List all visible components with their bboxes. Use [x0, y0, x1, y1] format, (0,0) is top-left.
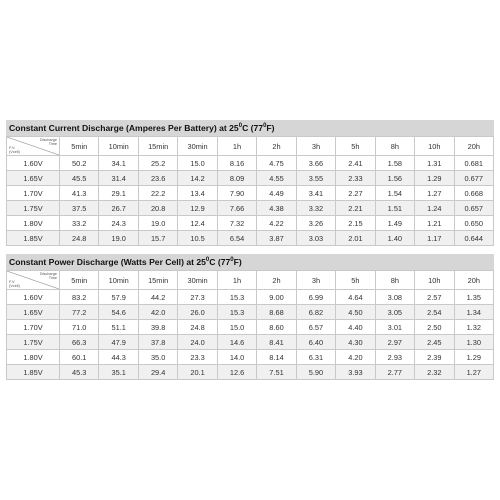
value-cell: 1.30 — [454, 335, 493, 350]
column-header: 30min — [178, 271, 217, 290]
value-cell: 1.24 — [415, 201, 454, 216]
power-discharge-section — [6, 254, 494, 380]
final-voltage-label — [9, 280, 20, 288]
value-cell: 37.5 — [60, 201, 99, 216]
final-voltage-cell: 1.60V — [7, 290, 60, 305]
value-cell: 24.8 — [60, 231, 99, 246]
value-cell: 57.9 — [99, 290, 138, 305]
fv-label: F.V. — [9, 280, 16, 284]
value-cell: 14.2 — [178, 171, 217, 186]
table-row — [7, 335, 494, 350]
table-row — [7, 320, 494, 335]
value-cell: 3.08 — [375, 290, 414, 305]
discharge-time-label — [40, 138, 57, 146]
value-cell: 7.32 — [217, 216, 256, 231]
value-cell: 1.58 — [375, 156, 414, 171]
table-row — [7, 290, 494, 305]
value-cell: 60.1 — [60, 350, 99, 365]
value-cell: 20.8 — [138, 201, 177, 216]
value-cell: 7.90 — [217, 186, 256, 201]
column-header: 5h — [336, 137, 375, 156]
value-cell: 4.20 — [336, 350, 375, 365]
current-discharge-section — [6, 120, 494, 246]
value-cell: 20.1 — [178, 365, 217, 380]
value-cell: 1.29 — [454, 350, 493, 365]
value-cell: 26.7 — [99, 201, 138, 216]
value-cell: 5.90 — [296, 365, 335, 380]
value-cell: 15.0 — [178, 156, 217, 171]
value-cell: 24.8 — [178, 320, 217, 335]
vcell-label: (Vcell) — [9, 150, 20, 154]
value-cell: 10.5 — [178, 231, 217, 246]
value-cell: 14.6 — [217, 335, 256, 350]
current-discharge-table — [6, 136, 494, 246]
value-cell: 1.56 — [375, 171, 414, 186]
value-cell: 47.9 — [99, 335, 138, 350]
value-cell: 24.3 — [99, 216, 138, 231]
value-cell: 14.0 — [217, 350, 256, 365]
column-header: 1h — [217, 137, 256, 156]
value-cell: 1.29 — [415, 171, 454, 186]
table-row — [7, 186, 494, 201]
value-cell: 2.77 — [375, 365, 414, 380]
final-voltage-cell: 1.75V — [7, 201, 60, 216]
value-cell: 37.8 — [138, 335, 177, 350]
value-cell: 27.3 — [178, 290, 217, 305]
column-header: 10h — [415, 271, 454, 290]
value-cell: 8.68 — [257, 305, 296, 320]
value-cell: 6.31 — [296, 350, 335, 365]
value-cell: 3.03 — [296, 231, 335, 246]
value-cell: 31.4 — [99, 171, 138, 186]
table-row — [7, 305, 494, 320]
column-header: 5h — [336, 271, 375, 290]
value-cell: 23.6 — [138, 171, 177, 186]
value-cell: 12.9 — [178, 201, 217, 216]
value-cell: 1.31 — [415, 156, 454, 171]
value-cell: 12.6 — [217, 365, 256, 380]
value-cell: 3.41 — [296, 186, 335, 201]
value-cell: 44.2 — [138, 290, 177, 305]
column-header: 15min — [138, 271, 177, 290]
value-cell: 1.21 — [415, 216, 454, 231]
header-row — [7, 137, 494, 156]
value-cell: 4.64 — [336, 290, 375, 305]
column-header: 15min — [138, 137, 177, 156]
value-cell: 2.01 — [336, 231, 375, 246]
value-cell: 1.54 — [375, 186, 414, 201]
value-cell: 29.4 — [138, 365, 177, 380]
column-header: 2h — [257, 271, 296, 290]
column-header: 20h — [454, 271, 493, 290]
final-voltage-cell: 1.65V — [7, 305, 60, 320]
value-cell: 2.54 — [415, 305, 454, 320]
column-header: 10min — [99, 271, 138, 290]
column-header: 20h — [454, 137, 493, 156]
value-cell: 45.5 — [60, 171, 99, 186]
value-cell: 29.1 — [99, 186, 138, 201]
value-cell: 23.3 — [178, 350, 217, 365]
value-cell: 1.27 — [415, 186, 454, 201]
value-cell: 50.2 — [60, 156, 99, 171]
value-cell: 77.2 — [60, 305, 99, 320]
current-discharge-title: Constant Current Discharge (Amperes Per Battery) at $25^0C$ $(77^0F)$ — [6, 120, 494, 136]
value-cell: 1.17 — [415, 231, 454, 246]
value-cell: 4.22 — [257, 216, 296, 231]
value-cell: 8.16 — [217, 156, 256, 171]
value-cell: 33.2 — [60, 216, 99, 231]
value-cell: 25.2 — [138, 156, 177, 171]
value-cell: 13.4 — [178, 186, 217, 201]
value-cell: 54.6 — [99, 305, 138, 320]
value-cell: 7.51 — [257, 365, 296, 380]
final-voltage-cell: 1.60V — [7, 156, 60, 171]
value-cell: 22.2 — [138, 186, 177, 201]
table-row — [7, 231, 494, 246]
discharge-label: Discharge — [39, 138, 57, 142]
value-cell: 6.57 — [296, 320, 335, 335]
value-cell: 2.41 — [336, 156, 375, 171]
value-cell: 1.49 — [375, 216, 414, 231]
column-header: 5min — [60, 137, 99, 156]
value-cell: 4.55 — [257, 171, 296, 186]
value-cell: 15.3 — [217, 290, 256, 305]
value-cell: 12.4 — [178, 216, 217, 231]
time-label: Time — [48, 142, 57, 146]
final-voltage-cell: 1.80V — [7, 216, 60, 231]
value-cell: 0.657 — [454, 201, 493, 216]
value-cell: 0.650 — [454, 216, 493, 231]
table-row — [7, 171, 494, 186]
value-cell: 2.50 — [415, 320, 454, 335]
value-cell: 8.14 — [257, 350, 296, 365]
value-cell: 3.26 — [296, 216, 335, 231]
final-voltage-label — [9, 146, 20, 154]
value-cell: 2.57 — [415, 290, 454, 305]
value-cell: 8.60 — [257, 320, 296, 335]
final-voltage-cell: 1.65V — [7, 171, 60, 186]
value-cell: 19.0 — [99, 231, 138, 246]
value-cell: 3.32 — [296, 201, 335, 216]
final-voltage-cell: 1.75V — [7, 335, 60, 350]
value-cell: 4.38 — [257, 201, 296, 216]
value-cell: 6.82 — [296, 305, 335, 320]
final-voltage-cell: 1.80V — [7, 350, 60, 365]
value-cell: 15.3 — [217, 305, 256, 320]
column-header: 8h — [375, 137, 414, 156]
value-cell: 2.39 — [415, 350, 454, 365]
value-cell: 26.0 — [178, 305, 217, 320]
table-row — [7, 201, 494, 216]
value-cell: 0.644 — [454, 231, 493, 246]
value-cell: 0.681 — [454, 156, 493, 171]
value-cell: 45.3 — [60, 365, 99, 380]
value-cell: 4.50 — [336, 305, 375, 320]
time-label: Time — [48, 276, 57, 280]
value-cell: 42.0 — [138, 305, 177, 320]
value-cell: 1.34 — [454, 305, 493, 320]
value-cell: 44.3 — [99, 350, 138, 365]
final-voltage-cell: 1.70V — [7, 186, 60, 201]
value-cell: 2.15 — [336, 216, 375, 231]
column-header: 5min — [60, 271, 99, 290]
value-cell: 2.27 — [336, 186, 375, 201]
column-header: 3h — [296, 271, 335, 290]
value-cell: 71.0 — [60, 320, 99, 335]
value-cell: 19.0 — [138, 216, 177, 231]
value-cell: 6.40 — [296, 335, 335, 350]
value-cell: 6.99 — [296, 290, 335, 305]
value-cell: 1.32 — [454, 320, 493, 335]
value-cell: 3.01 — [375, 320, 414, 335]
final-voltage-cell: 1.70V — [7, 320, 60, 335]
value-cell: 41.3 — [60, 186, 99, 201]
value-cell: 2.45 — [415, 335, 454, 350]
corner-header-cell — [7, 137, 60, 156]
final-voltage-cell: 1.85V — [7, 231, 60, 246]
value-cell: 2.33 — [336, 171, 375, 186]
value-cell: 4.49 — [257, 186, 296, 201]
value-cell: 51.1 — [99, 320, 138, 335]
value-cell: 4.40 — [336, 320, 375, 335]
value-cell: 8.41 — [257, 335, 296, 350]
power-discharge-title: Constant Power Discharge (Watts Per Cell) at $25^0C$ $(77^0F)$ — [6, 254, 494, 270]
value-cell: 2.93 — [375, 350, 414, 365]
value-cell: 15.0 — [217, 320, 256, 335]
value-cell: 1.40 — [375, 231, 414, 246]
value-cell: 0.677 — [454, 171, 493, 186]
value-cell: 66.3 — [60, 335, 99, 350]
corner-header-cell — [7, 271, 60, 290]
final-voltage-cell: 1.85V — [7, 365, 60, 380]
value-cell: 7.66 — [217, 201, 256, 216]
value-cell: 34.1 — [99, 156, 138, 171]
value-cell: 24.0 — [178, 335, 217, 350]
value-cell: 2.97 — [375, 335, 414, 350]
column-header: 10h — [415, 137, 454, 156]
value-cell: 0.668 — [454, 186, 493, 201]
value-cell: 1.27 — [454, 365, 493, 380]
fv-label: F.V. — [9, 146, 16, 150]
value-cell: 3.87 — [257, 231, 296, 246]
column-header: 8h — [375, 271, 414, 290]
column-header: 1h — [217, 271, 256, 290]
column-header: 2h — [257, 137, 296, 156]
value-cell: 35.0 — [138, 350, 177, 365]
value-cell: 83.2 — [60, 290, 99, 305]
value-cell: 39.8 — [138, 320, 177, 335]
header-row — [7, 271, 494, 290]
value-cell: 2.21 — [336, 201, 375, 216]
value-cell: 8.09 — [217, 171, 256, 186]
value-cell: 4.75 — [257, 156, 296, 171]
vcell-label: (Vcell) — [9, 284, 20, 288]
value-cell: 3.55 — [296, 171, 335, 186]
discharge-label: Discharge — [39, 272, 57, 276]
table-row — [7, 156, 494, 171]
value-cell: 1.51 — [375, 201, 414, 216]
value-cell: 9.00 — [257, 290, 296, 305]
value-cell: 15.7 — [138, 231, 177, 246]
value-cell: 2.32 — [415, 365, 454, 380]
value-cell: 35.1 — [99, 365, 138, 380]
table-row — [7, 350, 494, 365]
table-row — [7, 365, 494, 380]
value-cell: 1.35 — [454, 290, 493, 305]
table-row — [7, 216, 494, 231]
value-cell: 3.05 — [375, 305, 414, 320]
column-header: 10min — [99, 137, 138, 156]
column-header: 30min — [178, 137, 217, 156]
value-cell: 3.66 — [296, 156, 335, 171]
value-cell: 4.30 — [336, 335, 375, 350]
value-cell: 3.93 — [336, 365, 375, 380]
column-header: 3h — [296, 137, 335, 156]
power-discharge-table — [6, 270, 494, 380]
value-cell: 6.54 — [217, 231, 256, 246]
discharge-time-label — [40, 272, 57, 280]
